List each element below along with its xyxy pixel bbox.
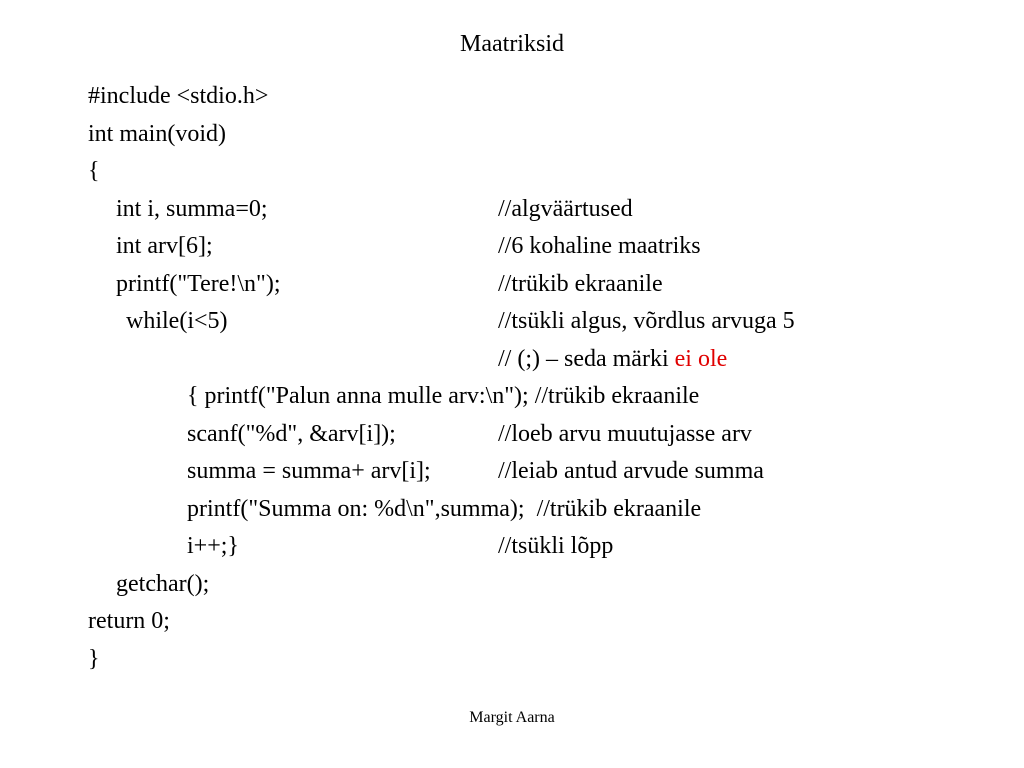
- code-text: int main(void): [88, 120, 226, 147]
- code-line: [0, 603, 1024, 641]
- code-line: [0, 416, 1024, 454]
- code-comment: //trükib ekraanile: [524, 495, 702, 522]
- slide-title: Maatriksid: [460, 31, 564, 57]
- code-comment: //trükib ekraanile: [498, 270, 663, 297]
- code-text: summa = summa+ arv[i];: [187, 458, 431, 484]
- code-text: [187, 378, 699, 416]
- code-text: [187, 491, 701, 529]
- code-line: [0, 303, 1024, 341]
- code-line: [0, 378, 1024, 416]
- code-comment: //tsükli lõpp: [498, 533, 614, 559]
- code-block: [0, 78, 1024, 678]
- code-line: [0, 153, 1024, 191]
- code-comment: //tsükli algus, võrdlus arvuga 5: [498, 308, 795, 334]
- code-text: int i, summa=0;: [116, 195, 268, 222]
- footer-author: Margit Aarna: [469, 709, 555, 726]
- code-line: [0, 528, 1024, 566]
- code-text: return 0;: [88, 608, 170, 634]
- code-text: i++;}: [187, 533, 239, 559]
- code-line: [0, 116, 1024, 154]
- code-line: [0, 641, 1024, 679]
- code-text: }: [88, 645, 100, 672]
- code-comment: //trükib ekraanile: [528, 383, 700, 409]
- code-text: while(i<5): [126, 308, 228, 334]
- code-comment: //loeb arvu muutujasse arv: [498, 420, 752, 447]
- code-text: getchar();: [116, 570, 210, 597]
- code-line: [0, 566, 1024, 604]
- code-segment: { printf("Palun anna mulle arv:\n");: [187, 383, 529, 409]
- code-line: [0, 228, 1024, 266]
- code-text: int arv[6];: [116, 233, 213, 259]
- comment-text: // (;) – seda märki: [498, 345, 675, 372]
- code-line: [0, 453, 1024, 491]
- code-comment: //leiab antud arvude summa: [498, 458, 764, 484]
- code-segment: printf("Summa on: %d\n",summa);: [187, 495, 525, 522]
- code-line: [0, 78, 1024, 116]
- code-text: #include <stdio.h>: [88, 83, 269, 109]
- code-line: [0, 266, 1024, 304]
- code-text: printf("Tere!\n");: [116, 270, 281, 297]
- code-comment: [498, 341, 727, 379]
- code-comment: //algväärtused: [498, 195, 633, 222]
- comment-highlight: ei ole: [674, 345, 728, 372]
- code-text: {: [88, 158, 100, 184]
- code-line: [0, 341, 1024, 379]
- code-line: [0, 491, 1024, 529]
- code-line: [0, 191, 1024, 229]
- code-comment: //6 kohaline maatriks: [498, 233, 701, 259]
- code-text: scanf("%d", &arv[i]);: [187, 420, 396, 447]
